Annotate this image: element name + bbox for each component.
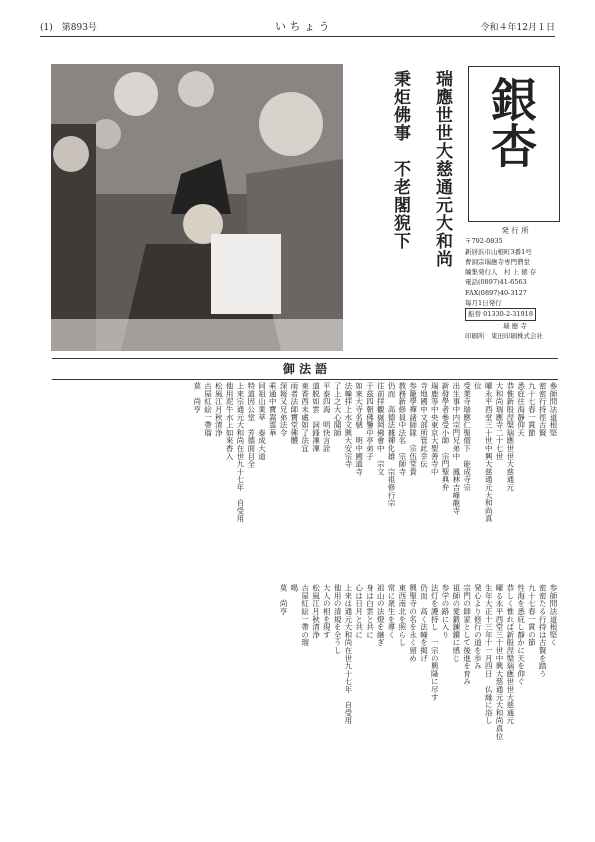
postal-code: 〒792-0835 bbox=[465, 237, 503, 246]
text-column: 特道因公堂 芳德面目全 bbox=[246, 382, 256, 468]
text-column: 参学の路に入り bbox=[441, 584, 451, 639]
text-column: 松風江月秋清浄 bbox=[311, 584, 321, 639]
text-column: 恭惟新般涅槃瑞應世世大慈通元 bbox=[505, 382, 515, 492]
text-column: 瑞鹿等中央東京大聖善寺中 bbox=[430, 382, 440, 476]
address: 新居浜市山根町3番1号 bbox=[465, 247, 532, 256]
text-column: 莫 尚亨 bbox=[279, 584, 289, 616]
text-column: 心は日月と共に bbox=[354, 584, 364, 639]
text-column: 古屋紅絵一帶瑠 bbox=[203, 382, 213, 437]
headline bbox=[351, 70, 457, 355]
text-column: 曜永平西堂三十世中興大慈通元大和尚真位 bbox=[473, 382, 494, 523]
text-column: 深報又兄弟法令 bbox=[279, 382, 289, 437]
text-column: 身は白雲と共に bbox=[365, 584, 375, 639]
text-column: 乘通中寶嵩霊華 bbox=[268, 382, 278, 437]
transfer-name: 瑞 應 寺 bbox=[503, 321, 527, 330]
text-column: 道脱如雲 詞鋒凜凜 bbox=[311, 382, 321, 453]
fax: FAX(0897)40-3127 bbox=[465, 288, 527, 297]
photo-illustration bbox=[51, 64, 343, 351]
text-column: 松風江月秋清浄 bbox=[214, 382, 224, 437]
publisher-label: 発 行 所 bbox=[501, 226, 529, 235]
text-column: 宗門の師家として後進を育み bbox=[462, 584, 472, 686]
text-column: 東西南北を照らし bbox=[397, 584, 407, 647]
text-column: 如來大寺名號 明中國道寺 bbox=[354, 382, 364, 476]
text-column: 他用泥牛水上如來香入 bbox=[225, 382, 235, 460]
text-column: 法幢拝上水文興大安宗寺 bbox=[343, 382, 353, 468]
text-column: 大人の相を現す bbox=[322, 584, 332, 639]
organization: 曹洞宗瑞應寺専門僧堂 bbox=[465, 257, 530, 266]
text-column: 参師問法道根堅く bbox=[549, 584, 558, 647]
issue-date: 令和４年12月１日 bbox=[480, 23, 555, 33]
text-column: 密密たる行持は古賢を踏う bbox=[538, 584, 548, 678]
text-column: 上来宗通元大和尚在世九十七年 自受用 bbox=[235, 382, 245, 523]
text-column: 往前拝觀嶽岡佛會中 宗文 bbox=[376, 382, 386, 476]
text-column: 悉庇往海靜仰天 bbox=[516, 382, 526, 437]
text-column: 上来は通元大和尚在世九十七年 自受用 bbox=[343, 584, 353, 725]
editor: 編集発行人 村 上 徳 存 bbox=[465, 268, 537, 277]
telephone: 電話(0897)41-6563 bbox=[465, 278, 527, 287]
printer: 印刷所 東田印刷株式会社 bbox=[465, 331, 543, 340]
text-column: 同祖山業萃 泰成大道 bbox=[257, 382, 267, 460]
text-column: 雨者法師寶堂佛體 bbox=[289, 382, 299, 445]
text-column: 発心より修行の道を歩み bbox=[473, 584, 483, 670]
text-column: 仍而 高く法幢を掲げ bbox=[419, 584, 429, 662]
reading-text-block bbox=[60, 584, 558, 802]
text-column: 法灯を護持し 一宗の興隆に尽す bbox=[430, 584, 440, 701]
issue-frequency: 毎月1日発行 bbox=[465, 299, 502, 308]
text-column: 參師問法道根堅 bbox=[549, 382, 558, 437]
text-column: 莫 尚亨 bbox=[192, 382, 202, 414]
page-number: (1) 第893号 bbox=[40, 23, 97, 33]
text-column: 了上之大心聞師 bbox=[333, 382, 343, 437]
text-column: 参籠學禪諸師隊 宗伍堂貴 bbox=[408, 382, 418, 476]
text-column: 東香西未處如了法宜 bbox=[300, 382, 310, 453]
section-title: 御 法 語 bbox=[52, 358, 558, 380]
transfer-account: 振替 01330-2-31918 bbox=[465, 308, 536, 320]
ceremony-photo bbox=[51, 64, 343, 351]
text-column: 祖師の愛鍛錬鑚に感じ bbox=[451, 584, 461, 662]
text-column: 大和尚瑞應寺二十七世 bbox=[495, 382, 505, 460]
headline-line1: 瑞應世世大慈通元大和尚 bbox=[432, 70, 452, 268]
text-column: 常に衆生を導く bbox=[387, 584, 397, 639]
text-column: 于茲四朝佛鑒中亭弟子 bbox=[365, 382, 375, 460]
page-header bbox=[40, 14, 555, 37]
text-column: 新發學者參受小師 宗門聖典弁 bbox=[441, 382, 451, 492]
text-column: 平泰四海 明快言詮 bbox=[322, 382, 332, 453]
text-column: 祖山の法燈を継ぎ bbox=[376, 584, 386, 647]
text-column: 九十七春一貫節 bbox=[527, 382, 537, 437]
text-column: 喝 bbox=[289, 584, 299, 592]
text-column: 九十七春一貫の節 bbox=[527, 584, 537, 647]
headline-line2: 秉炬佛事 不老閣猊下 bbox=[390, 70, 410, 250]
text-column: 古屋紅絵一帶の瑠 bbox=[300, 584, 310, 647]
kanbun-text-block bbox=[60, 382, 558, 530]
text-column: 性海を悉庇し靜かに天を仰ぐ bbox=[516, 584, 526, 686]
text-column: 恭しく惟れば新般涅槃瑞應世世大慈通元 bbox=[505, 584, 515, 725]
masthead-title: 銀杏 bbox=[484, 76, 538, 168]
text-column: 仍而 高德法據禪化雄 宗祖修行宗 bbox=[387, 382, 397, 507]
text-column: 出生事中内宗門兄弟中 鳳林吉峰龍寺 bbox=[451, 382, 461, 515]
text-column: 生年大正十三年十一月四日 仏縁に浴し bbox=[484, 584, 494, 725]
paper-title: い ち ょ う bbox=[275, 20, 330, 33]
text-column: 寺地國中文部所管此幸伝 bbox=[419, 382, 429, 468]
text-column: 受業寺瑞應仁聖僧下 能成寺宗 bbox=[462, 382, 472, 492]
text-column: 他用の清規を全うし bbox=[333, 584, 343, 655]
text-column: 曜る永平西堂三十世中興大慈通元大和尚真位 bbox=[495, 584, 505, 740]
text-column: 教務新修員中法名 宗師寺 bbox=[397, 382, 407, 476]
publisher-info bbox=[465, 226, 565, 341]
text-column: 密密行持徑古賢 bbox=[538, 382, 548, 437]
text-column: 興聖寺の名を永く留め bbox=[408, 584, 418, 662]
